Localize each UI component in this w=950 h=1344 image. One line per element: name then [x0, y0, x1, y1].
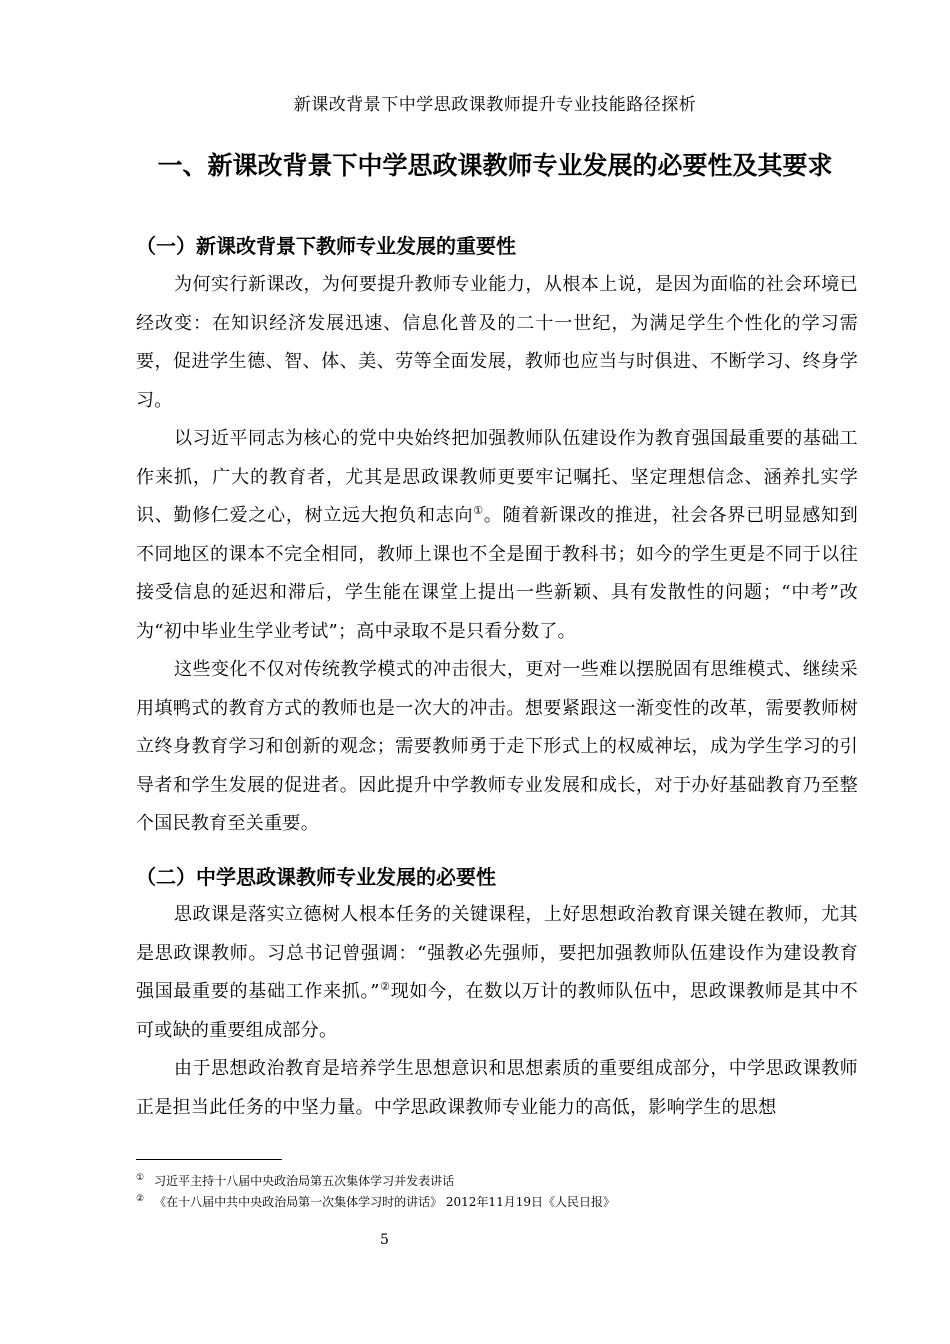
- paragraph: [136, 651, 858, 844]
- footnote-ref: ②: [379, 980, 391, 993]
- footnote-mark: ①: [136, 1173, 145, 1183]
- section-title-1: （一）新课改背景下教师专业发展的重要性: [136, 234, 516, 258]
- footnote: [136, 1172, 454, 1189]
- running-header: 新课改背景下中学思政课教师提升专业技能路径探析: [293, 95, 697, 115]
- page-number: 5: [380, 1232, 389, 1248]
- paragraph: [136, 420, 858, 651]
- paragraph-text: 现如今，在数以万计的教师队伍中，思政课教师是其中不可或缺的重要组成部分。: [136, 981, 858, 1041]
- paragraph-text: 由于思想政治教育是培养学生思想意识和思想素质的重要组成部分，中学思政课教师正是担当此任务的中坚力量。中学思政课教师专业能力的高低，影响学生的思想: [136, 1058, 858, 1118]
- footnote-ref: ①: [473, 504, 484, 517]
- paragraph-text: 。随着新课改的推进，社会各界已明显感知到不同地区的课本不完全相同，教师上课也不全是囿于教科书；如今的学生更是不同于以往接受信息的延迟和滞后，学生能在课堂上提出一些新颖、具有发散性的问题；“中考”改为“初中毕业生学业考试”；高中录取不是只看分数了。: [136, 505, 858, 642]
- paragraph-text: 思政课是落实立德树人根本任务的关键课程，上好思想政治教育课关键在教师，尤其是思政课教师。习总书记曾强调：“强教必先强师，要把加强教师队伍建设作为建设教育强国最重要的基础工作来抓。”: [136, 904, 858, 1002]
- chapter-title: 一、新课改背景下中学思政课教师专业发展的必要性及其要求: [157, 151, 833, 180]
- footnote-text: 《在十八届中共中央政治局第一次集体学习时的讲话》 2012年11月19日《人民日报》: [154, 1195, 615, 1209]
- footnote-divider: [136, 1159, 282, 1160]
- section-title-2: （二）中学思政课教师专业发展的必要性: [136, 865, 496, 889]
- paragraph-text: 以习近平同志为核心的党中央始终把加强教师队伍建设作为教育强国最重要的基础工作来抓，广大的教育者，尤其是思政课教师更要牢记嘱托、坚定理想信念、涵养扎实学识、勤修仁爱之心，树立远大抱负和志向: [136, 428, 858, 526]
- paragraph: [136, 266, 858, 420]
- paragraph-text: 为何实行新课改，为何要提升教师专业能力，从根本上说，是因为面临的社会环境已经改变：在知识经济发展迅速、信息化普及的二十一世纪，为满足学生个性化的学习需要，促进学生德、智、体、美、劳等全面发展，教师也应当与时俱进、不断学习、终身学习。: [136, 274, 858, 411]
- footnote-mark: ②: [136, 1194, 145, 1204]
- paragraph: [136, 896, 858, 1050]
- paragraph: [136, 1050, 858, 1127]
- paragraph-text: 这些变化不仅对传统教学模式的冲击很大，更对一些难以摆脱固有思维模式、继续采用填鸭式的教育方式的教师也是一次大的冲击。想要紧跟这一渐变性的改革，需要教师树立终身教育学习和创新的观念；需要教师勇于走下形式上的权威神坛，成为学生学习的引导者和学生发展的促进者。因此提升中学教师专业发展和成长，对于办好基础教育乃至整个国民教育至关重要。: [136, 659, 858, 834]
- footnote: [136, 1193, 615, 1210]
- footnote-text: 习近平主持十八届中央政治局第五次集体学习并发表讲话: [154, 1174, 455, 1188]
